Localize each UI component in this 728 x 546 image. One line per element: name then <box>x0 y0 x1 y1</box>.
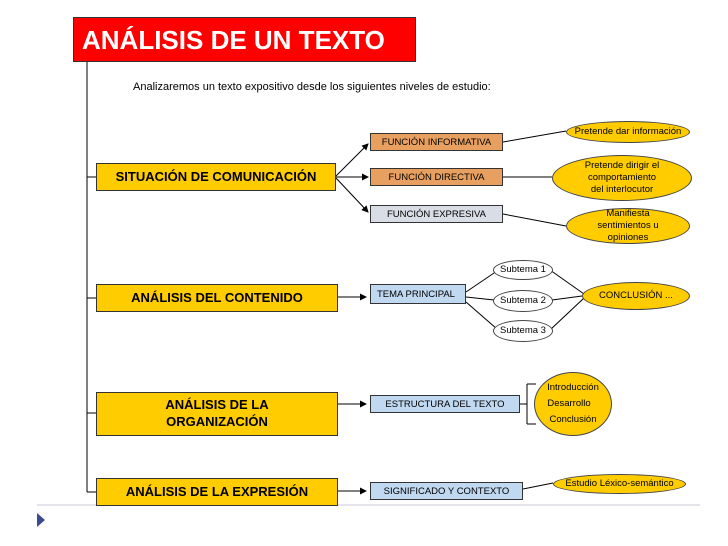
link-informativa <box>503 131 566 142</box>
arrow-to-informativa <box>336 144 368 176</box>
desc-expresiva-ellipse: Manifiesta sentimientos u opiniones <box>566 208 690 244</box>
link-subtema-1 <box>466 271 497 292</box>
tema-principal-box: TEMA PRINCIPAL <box>370 284 466 304</box>
desc-directiva-ellipse: Pretende dirigir el comportamiento del interlocutor <box>552 155 692 201</box>
link-subtema-2 <box>466 297 494 300</box>
significado-box: SIGNIFICADO Y CONTEXTO <box>370 482 523 500</box>
parte-desarrollo: Desarrollo <box>547 398 591 410</box>
desc-informativa-ellipse: Pretende dar información <box>566 121 690 143</box>
link-expresiva <box>503 214 566 226</box>
slide-bullet-icon <box>37 513 45 527</box>
subtema-1-ellipse: Subtema 1 <box>493 260 553 280</box>
intro-text: Analizaremos un texto expositivo desde los siguientes niveles de estudio: <box>133 81 491 93</box>
parte-introduccion: Introducción <box>547 382 599 394</box>
level-contenido: ANÁLISIS DEL CONTENIDO <box>96 284 338 312</box>
funcion-expresiva-box: FUNCIÓN EXPRESIVA <box>370 205 503 223</box>
level-expresion: ANÁLISIS DE LA EXPRESIÓN <box>96 478 338 506</box>
conclusion-ellipse: CONCLUSIÓN ... <box>582 282 690 310</box>
link-lexico <box>523 483 553 489</box>
parte-conclusion: Conclusión <box>549 413 597 425</box>
level-situacion: SITUACIÓN DE COMUNICACIÓN <box>96 163 336 191</box>
funcion-directiva-box: FUNCIÓN DIRECTIVA <box>370 168 503 186</box>
lexico-ellipse: Estudio Léxico-semántico <box>553 474 686 494</box>
arrow-to-expresiva <box>336 178 368 212</box>
link-conclusion-1 <box>550 270 584 294</box>
estructura-box: ESTRUCTURA DEL TEXTO <box>370 395 520 413</box>
link-conclusion-3 <box>550 298 584 330</box>
page-title: ANÁLISIS DE UN TEXTO <box>73 17 416 62</box>
subtema-3-ellipse: Subtema 3 <box>493 320 553 342</box>
funcion-informativa-box: FUNCIÓN INFORMATIVA <box>370 133 503 151</box>
partes-ellipse <box>534 372 612 436</box>
level-organizacion: ANÁLISIS DE LA ORGANIZACIÓN <box>96 392 338 436</box>
link-conclusion-2 <box>552 296 582 300</box>
subtema-2-ellipse: Subtema 2 <box>493 290 553 312</box>
link-subtema-3 <box>466 302 497 329</box>
